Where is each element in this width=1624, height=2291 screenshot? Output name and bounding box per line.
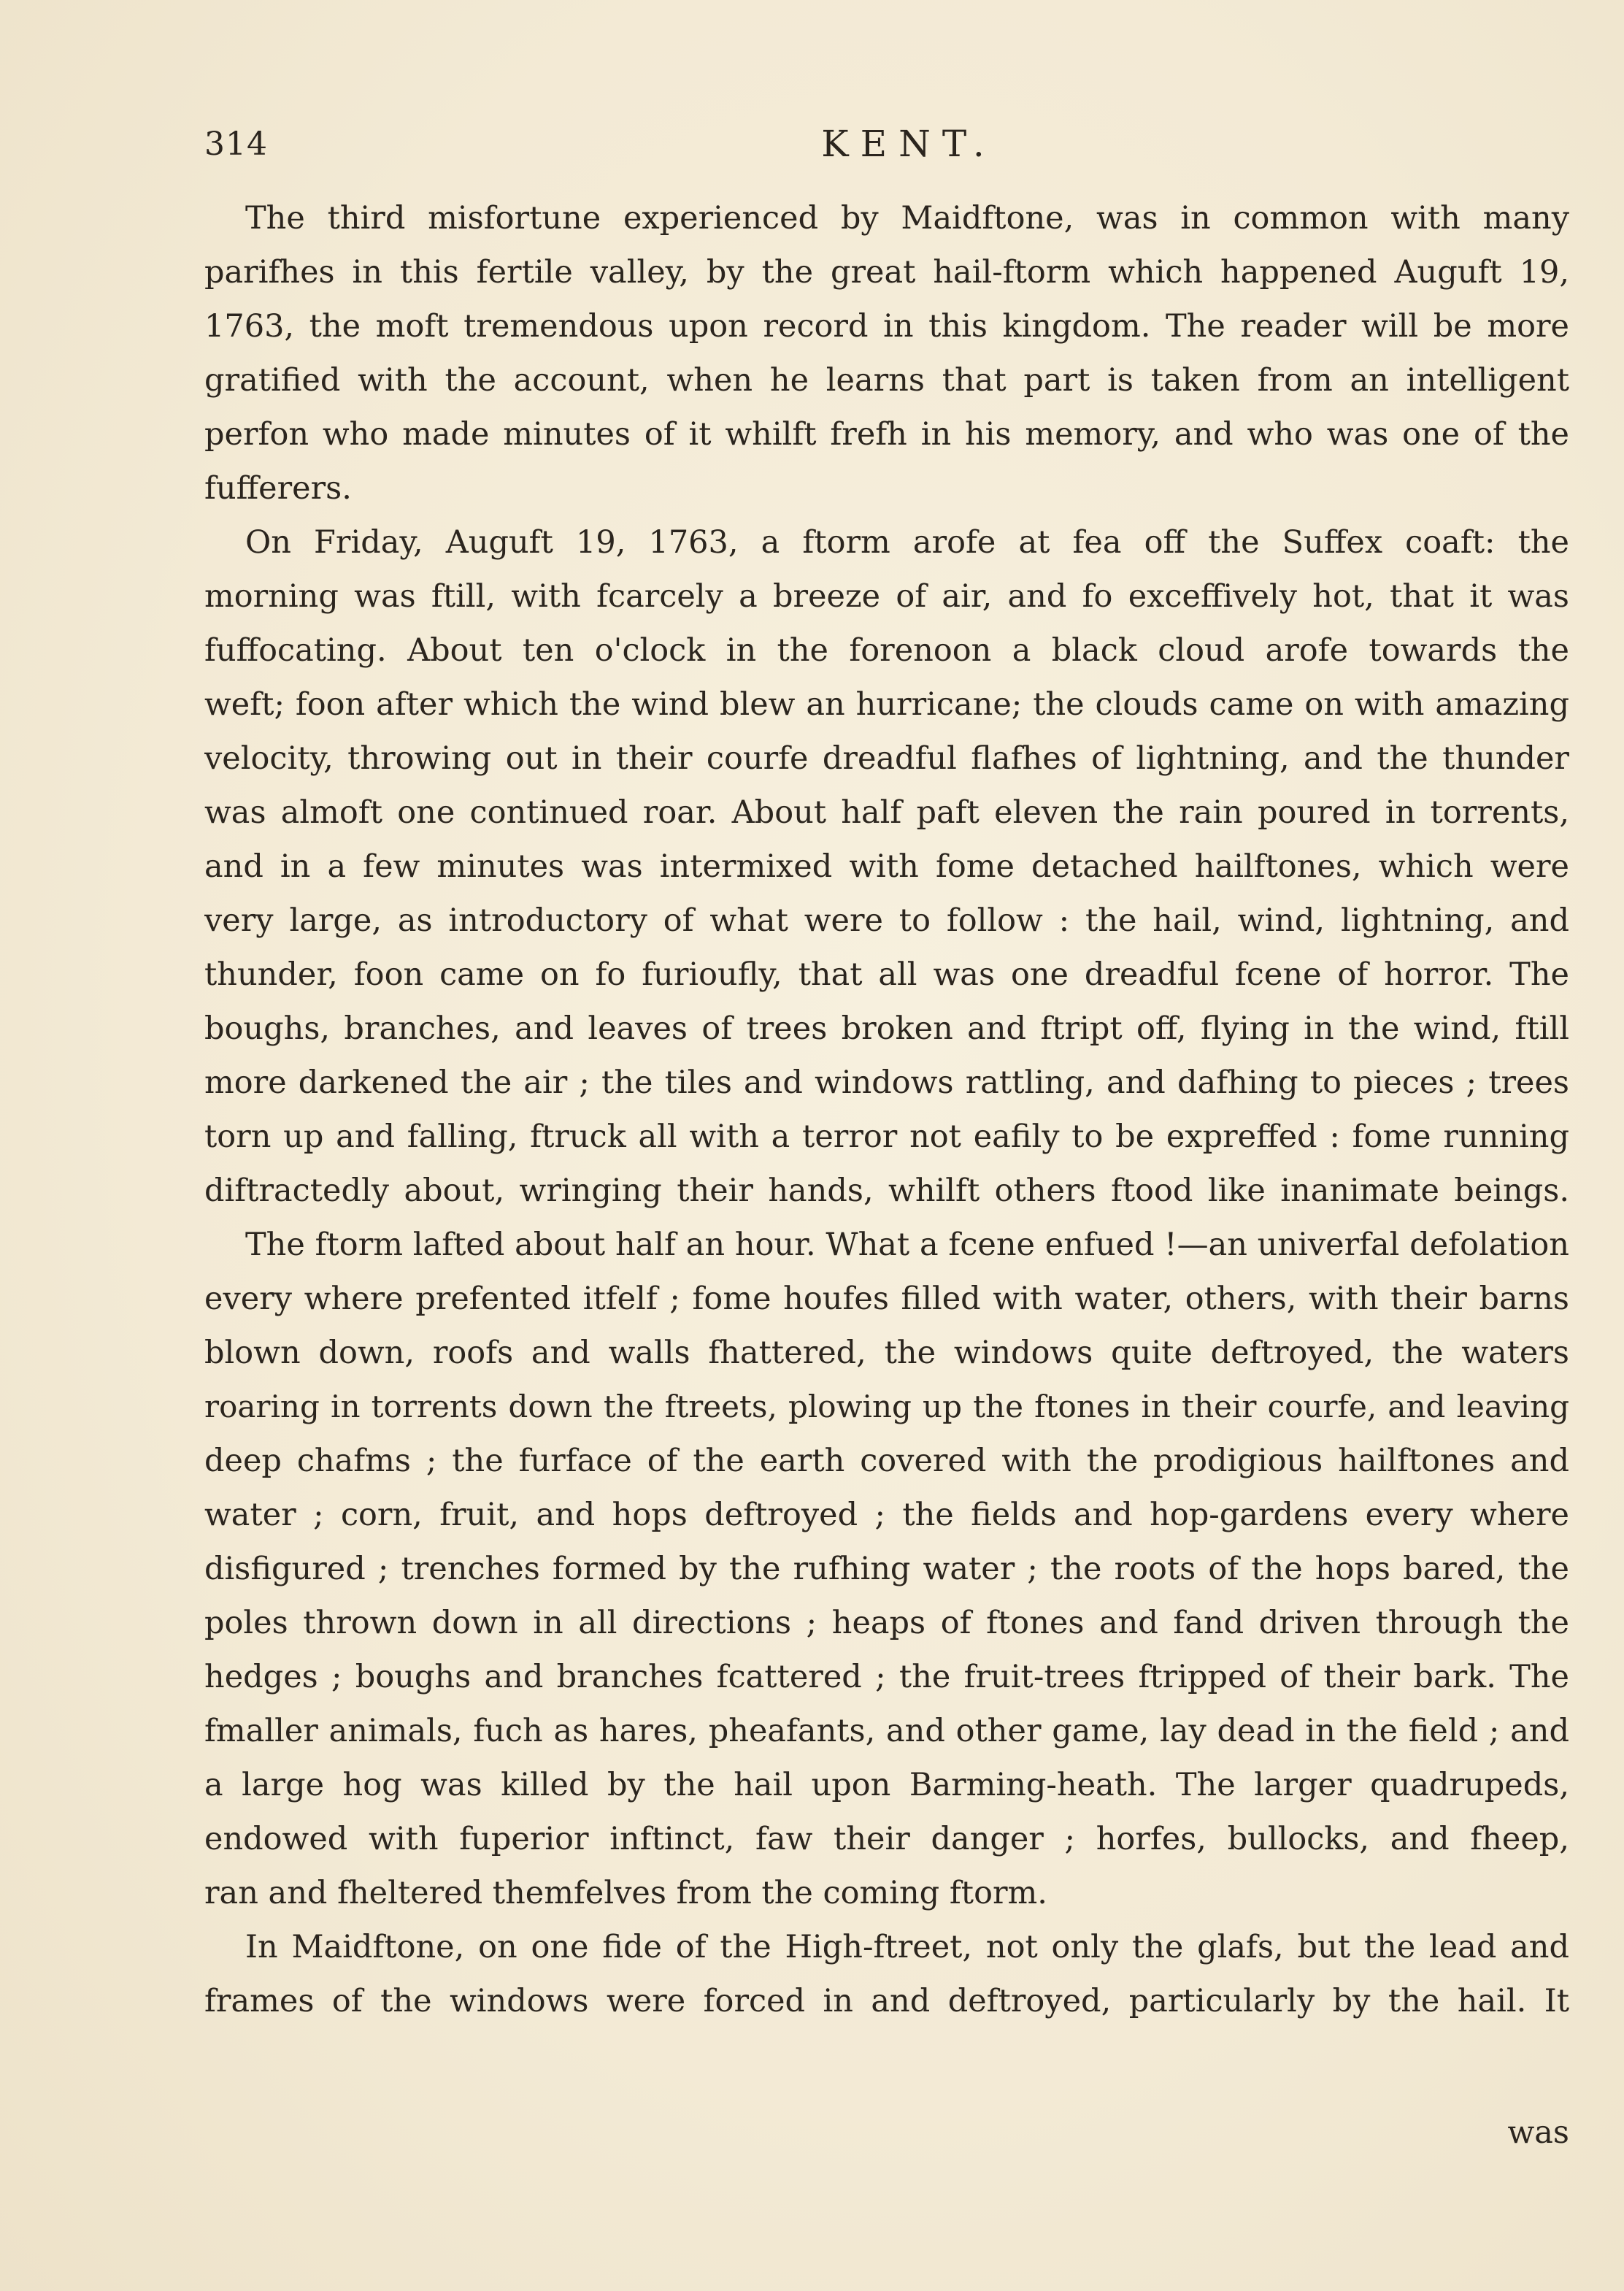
text-line: fufferers. (204, 470, 352, 507)
text-line: very large, as introductory of what were to follow : the hail, wind, lightning, and (204, 902, 1569, 939)
running-head: KENT. (821, 123, 996, 165)
text-line: morning was ftill, with fcarcely a breeze of air, and fo exceffively hot, that it was (204, 578, 1569, 615)
text-line: frames of the windows were forced in and deftroyed, particularly by the hail. It (204, 1983, 1569, 2019)
text-line: was almoft one continued roar. About half paft eleven the rain poured in torrents, (204, 794, 1569, 831)
page-number: 314 (204, 126, 268, 163)
text-line: boughs, branches, and leaves of trees broken and ftript off, flying in the wind, ftill (204, 1010, 1569, 1047)
text-line: fuffocating. About ten o'clock in the forenoon a black cloud arofe towards the (204, 632, 1569, 669)
text-line: torn up and falling, ftruck all with a terror not eafily to be expreffed : fome running (204, 1118, 1569, 1155)
text-line: water ; corn, fruit, and hops deftroyed ; the fields and hop-gardens every where (204, 1497, 1569, 1533)
catchword: was (1507, 2114, 1569, 2151)
text-line: The ftorm lafted about half an hour. What a fcene enfued !—an univerfal defolation (245, 1227, 1569, 1263)
text-line: parifhes in this fertile valley, by the great hail-ftorm which happened Auguft 19, (204, 254, 1569, 291)
text-line: deep chafms ; the furface of the earth covered with the prodigious hailftones and (204, 1443, 1569, 1479)
text-line: poles thrown down in all directions ; heaps of ftones and fand driven through the (204, 1605, 1569, 1641)
text-line: disfigured ; trenches formed by the rufhing water ; the roots of the hops bared, the (204, 1551, 1569, 1587)
body-text (204, 191, 1569, 2028)
text-line: a large hog was killed by the hail upon Barming-heath. The larger quadrupeds, (204, 1767, 1569, 1803)
text-line: velocity, throwing out in their courfe dreadful flafhes of lightning, and the thunder (204, 740, 1569, 777)
text-line: ran and fheltered themfelves from the coming ftorm. (204, 1875, 1047, 1911)
text-line: endowed with fuperior inftinct, faw their danger ; horfes, bullocks, and fheep, (204, 1821, 1569, 1857)
text-line: The third misfortune experienced by Maidftone, was in common with many (245, 200, 1569, 237)
text-line: weft; foon after which the wind blew an hurricane; the clouds came on with amazing (204, 686, 1569, 723)
text-line: 1763, the moft tremendous upon record in this kingdom. The reader will be more (204, 308, 1569, 345)
text-line: diftractedly about, wringing their hands, whilft others ftood like inanimate beings. (204, 1173, 1569, 1209)
text-line: roaring in torrents down the ftreets, plowing up the ftones in their courfe, and leaving (204, 1389, 1569, 1424)
text-line: every where prefented itfelf ; fome houfes filled with water, others, with their barns (204, 1281, 1569, 1317)
text-line: perfon who made minutes of it whilft frefh in his memory, and who was one of the (204, 416, 1569, 453)
text-line: hedges ; boughs and branches fcattered ; the fruit-trees ftripped of their bark. The (204, 1659, 1569, 1695)
text-line: On Friday, Auguft 19, 1763, a ftorm arofe at fea off the Suffex coaft: the (245, 524, 1569, 561)
text-line: gratified with the account, when he learns that part is taken from an intelligent (204, 362, 1569, 399)
text-line: thunder, foon came on fo furioufly, that all was one dreadful fcene of horror. The (204, 956, 1569, 993)
text-line: In Maidftone, on one fide of the High-ftreet, not only the glafs, but the lead and (245, 1929, 1569, 1965)
text-line: and in a few minutes was intermixed with fome detached hailftones, which were (204, 848, 1569, 885)
text-line: more darkened the air ; the tiles and windows rattling, and dafhing to pieces ; trees (204, 1064, 1569, 1101)
page-header (204, 123, 1569, 166)
text-line: blown down, roofs and walls fhattered, the windows quite deftroyed, the waters (204, 1335, 1569, 1371)
text-line: fmaller animals, fuch as hares, pheafants, and other game, lay dead in the field ; and (204, 1713, 1569, 1749)
